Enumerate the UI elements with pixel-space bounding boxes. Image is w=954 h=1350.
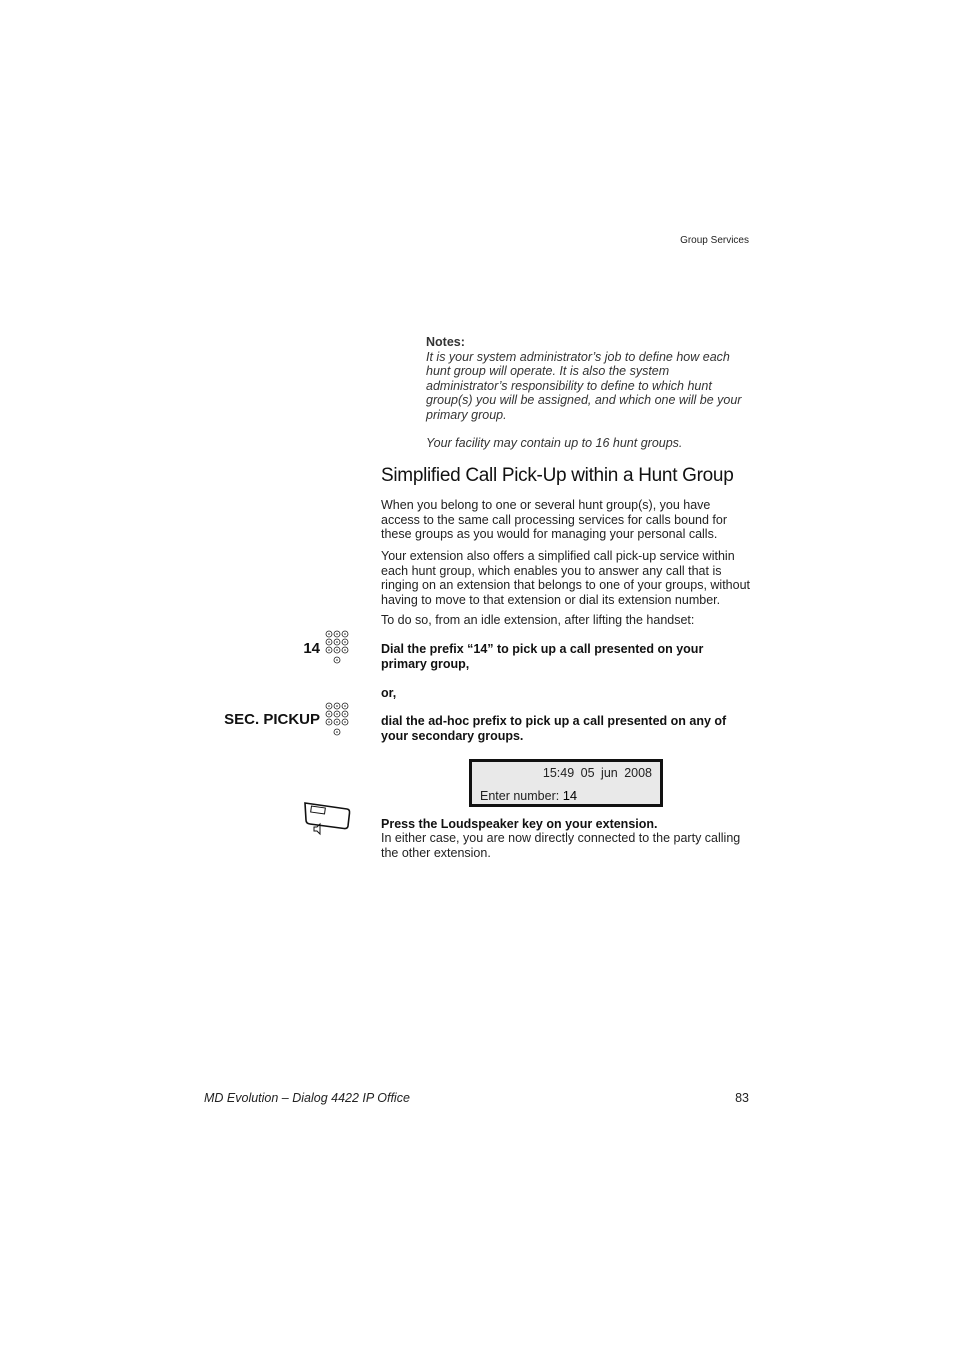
service-paragraph: Your extension also offers a simplified call pick-up service within each hunt group, which enables you to answer any call that is ringing on an extension that belongs to one of your groups, without having to move to that extension or dial its extension number. (381, 549, 751, 607)
sec-pickup-label: SEC. PICKUP (224, 711, 320, 728)
prefix-14-label: 14 (303, 640, 320, 657)
page-number: 83 (735, 1091, 749, 1105)
loudspeaker-instruction: Press the Loudspeaker key on your extension. (381, 817, 658, 831)
notes-title: Notes: (426, 335, 465, 349)
phone-display (469, 759, 663, 807)
keypad-icon (325, 702, 351, 738)
display-entry (480, 788, 577, 803)
running-head: Group Services (680, 235, 749, 246)
section-heading: Simplified Call Pick-Up within a Hunt Group (381, 465, 734, 486)
instruction-lead: To do so, from an idle extension, after lifting the handset: (381, 613, 695, 627)
display-entry-label: Enter number: (480, 789, 560, 803)
notes-text-2: Your facility may contain up to 16 hunt groups. (426, 436, 683, 450)
or-text: or, (381, 686, 397, 700)
footer-doc-title: MD Evolution – Dialog 4422 IP Office (204, 1091, 410, 1105)
notes-block (426, 335, 751, 451)
loudspeaker-key-icon (302, 800, 352, 838)
sec-pickup-instruction: dial the ad-hoc prefix to pick up a call presented on any of your secondary groups. (381, 714, 727, 743)
display-entry-value: 14 (562, 788, 578, 803)
notes-text: It is your system administrator’s job to define how each hunt group will operate. It is also the system administrator’s responsibility to define to which hunt group(s) you will be assigned, and which one will be your primary group. (426, 349, 742, 422)
prefix-14-instruction: Dial the prefix “14” to pick up a call presented on your primary group, (381, 642, 704, 671)
intro-paragraph: When you belong to one or several hunt group(s), you have access to the same call processing services for calls bound for these groups as you would for managing your personal calls. (381, 498, 727, 541)
loudspeaker-result: In either case, you are now directly connected to the party calling the other extension. (381, 831, 741, 860)
display-time-date: 15:49 05 jun 2008 (542, 766, 652, 780)
keypad-icon (325, 630, 351, 666)
